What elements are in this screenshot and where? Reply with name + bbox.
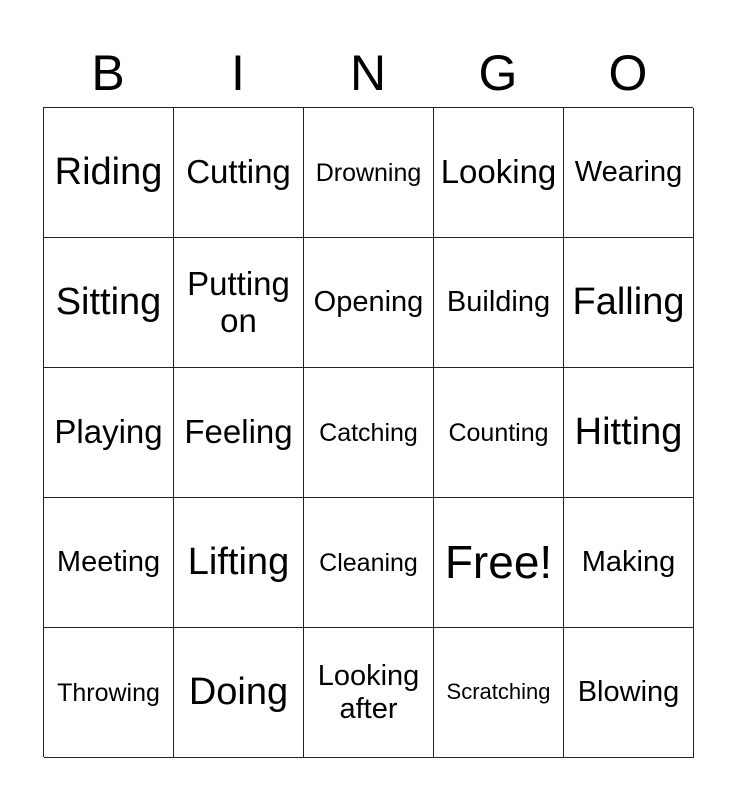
cell-text: Drowning bbox=[315, 158, 422, 187]
cell-text: Opening bbox=[313, 286, 424, 319]
cell-text: Cutting bbox=[186, 153, 291, 191]
cell-text: Lifting bbox=[187, 541, 290, 584]
bingo-cell[interactable] bbox=[564, 108, 694, 238]
bingo-cell[interactable] bbox=[44, 108, 174, 238]
cell-text: Falling bbox=[572, 281, 685, 324]
bingo-cell[interactable] bbox=[304, 628, 434, 758]
cell-text: Putting on bbox=[187, 264, 290, 339]
cell-text: Meeting bbox=[56, 546, 161, 579]
header-letter-g: G bbox=[478, 45, 518, 101]
bingo-header bbox=[43, 40, 693, 106]
header-letter-b: B bbox=[91, 45, 125, 101]
cell-text: Doing bbox=[188, 671, 289, 714]
bingo-cell[interactable] bbox=[174, 498, 304, 628]
bingo-cell[interactable] bbox=[564, 498, 694, 628]
cell-text: Feeling bbox=[184, 413, 293, 451]
bingo-cell[interactable] bbox=[174, 628, 304, 758]
bingo-cell[interactable] bbox=[434, 368, 564, 498]
bingo-cell[interactable] bbox=[564, 238, 694, 368]
header-letter-o: O bbox=[608, 45, 648, 101]
header-letter-n: N bbox=[349, 45, 387, 101]
cell-text: Cleaning bbox=[319, 548, 418, 577]
bingo-cell[interactable] bbox=[434, 238, 564, 368]
cell-text: Looking bbox=[440, 153, 557, 191]
bingo-cell[interactable] bbox=[434, 628, 564, 758]
bingo-cell[interactable] bbox=[564, 628, 694, 758]
cell-text: Making bbox=[581, 546, 676, 579]
bingo-board bbox=[43, 107, 693, 757]
cell-text: Blowing bbox=[577, 676, 680, 709]
cell-text: Counting bbox=[448, 418, 549, 447]
cell-text: Looking after bbox=[317, 660, 420, 725]
bingo-cell[interactable] bbox=[304, 108, 434, 238]
free-space-cell[interactable] bbox=[434, 498, 564, 628]
bingo-cell[interactable] bbox=[174, 238, 304, 368]
cell-text: Hitting bbox=[574, 411, 683, 454]
bingo-cell[interactable] bbox=[174, 368, 304, 498]
cell-text: Riding bbox=[54, 151, 163, 194]
cell-text: Catching bbox=[319, 418, 418, 447]
bingo-cell[interactable] bbox=[564, 368, 694, 498]
bingo-cell[interactable] bbox=[44, 368, 174, 498]
cell-text: Sitting bbox=[55, 281, 162, 324]
bingo-cell[interactable] bbox=[304, 368, 434, 498]
cell-text: Free! bbox=[444, 535, 553, 588]
header-letter-i: I bbox=[231, 45, 245, 101]
bingo-cell[interactable] bbox=[44, 628, 174, 758]
bingo-cell[interactable] bbox=[44, 238, 174, 368]
cell-text: Wearing bbox=[574, 156, 683, 189]
cell-text: Building bbox=[446, 286, 551, 319]
bingo-cell[interactable] bbox=[304, 238, 434, 368]
cell-text: Playing bbox=[54, 413, 163, 451]
bingo-cell[interactable] bbox=[174, 108, 304, 238]
cell-text: Scratching bbox=[446, 679, 551, 705]
bingo-cell[interactable] bbox=[44, 498, 174, 628]
bingo-cell[interactable] bbox=[434, 108, 564, 238]
cell-text: Throwing bbox=[57, 678, 160, 707]
bingo-cell[interactable] bbox=[304, 498, 434, 628]
